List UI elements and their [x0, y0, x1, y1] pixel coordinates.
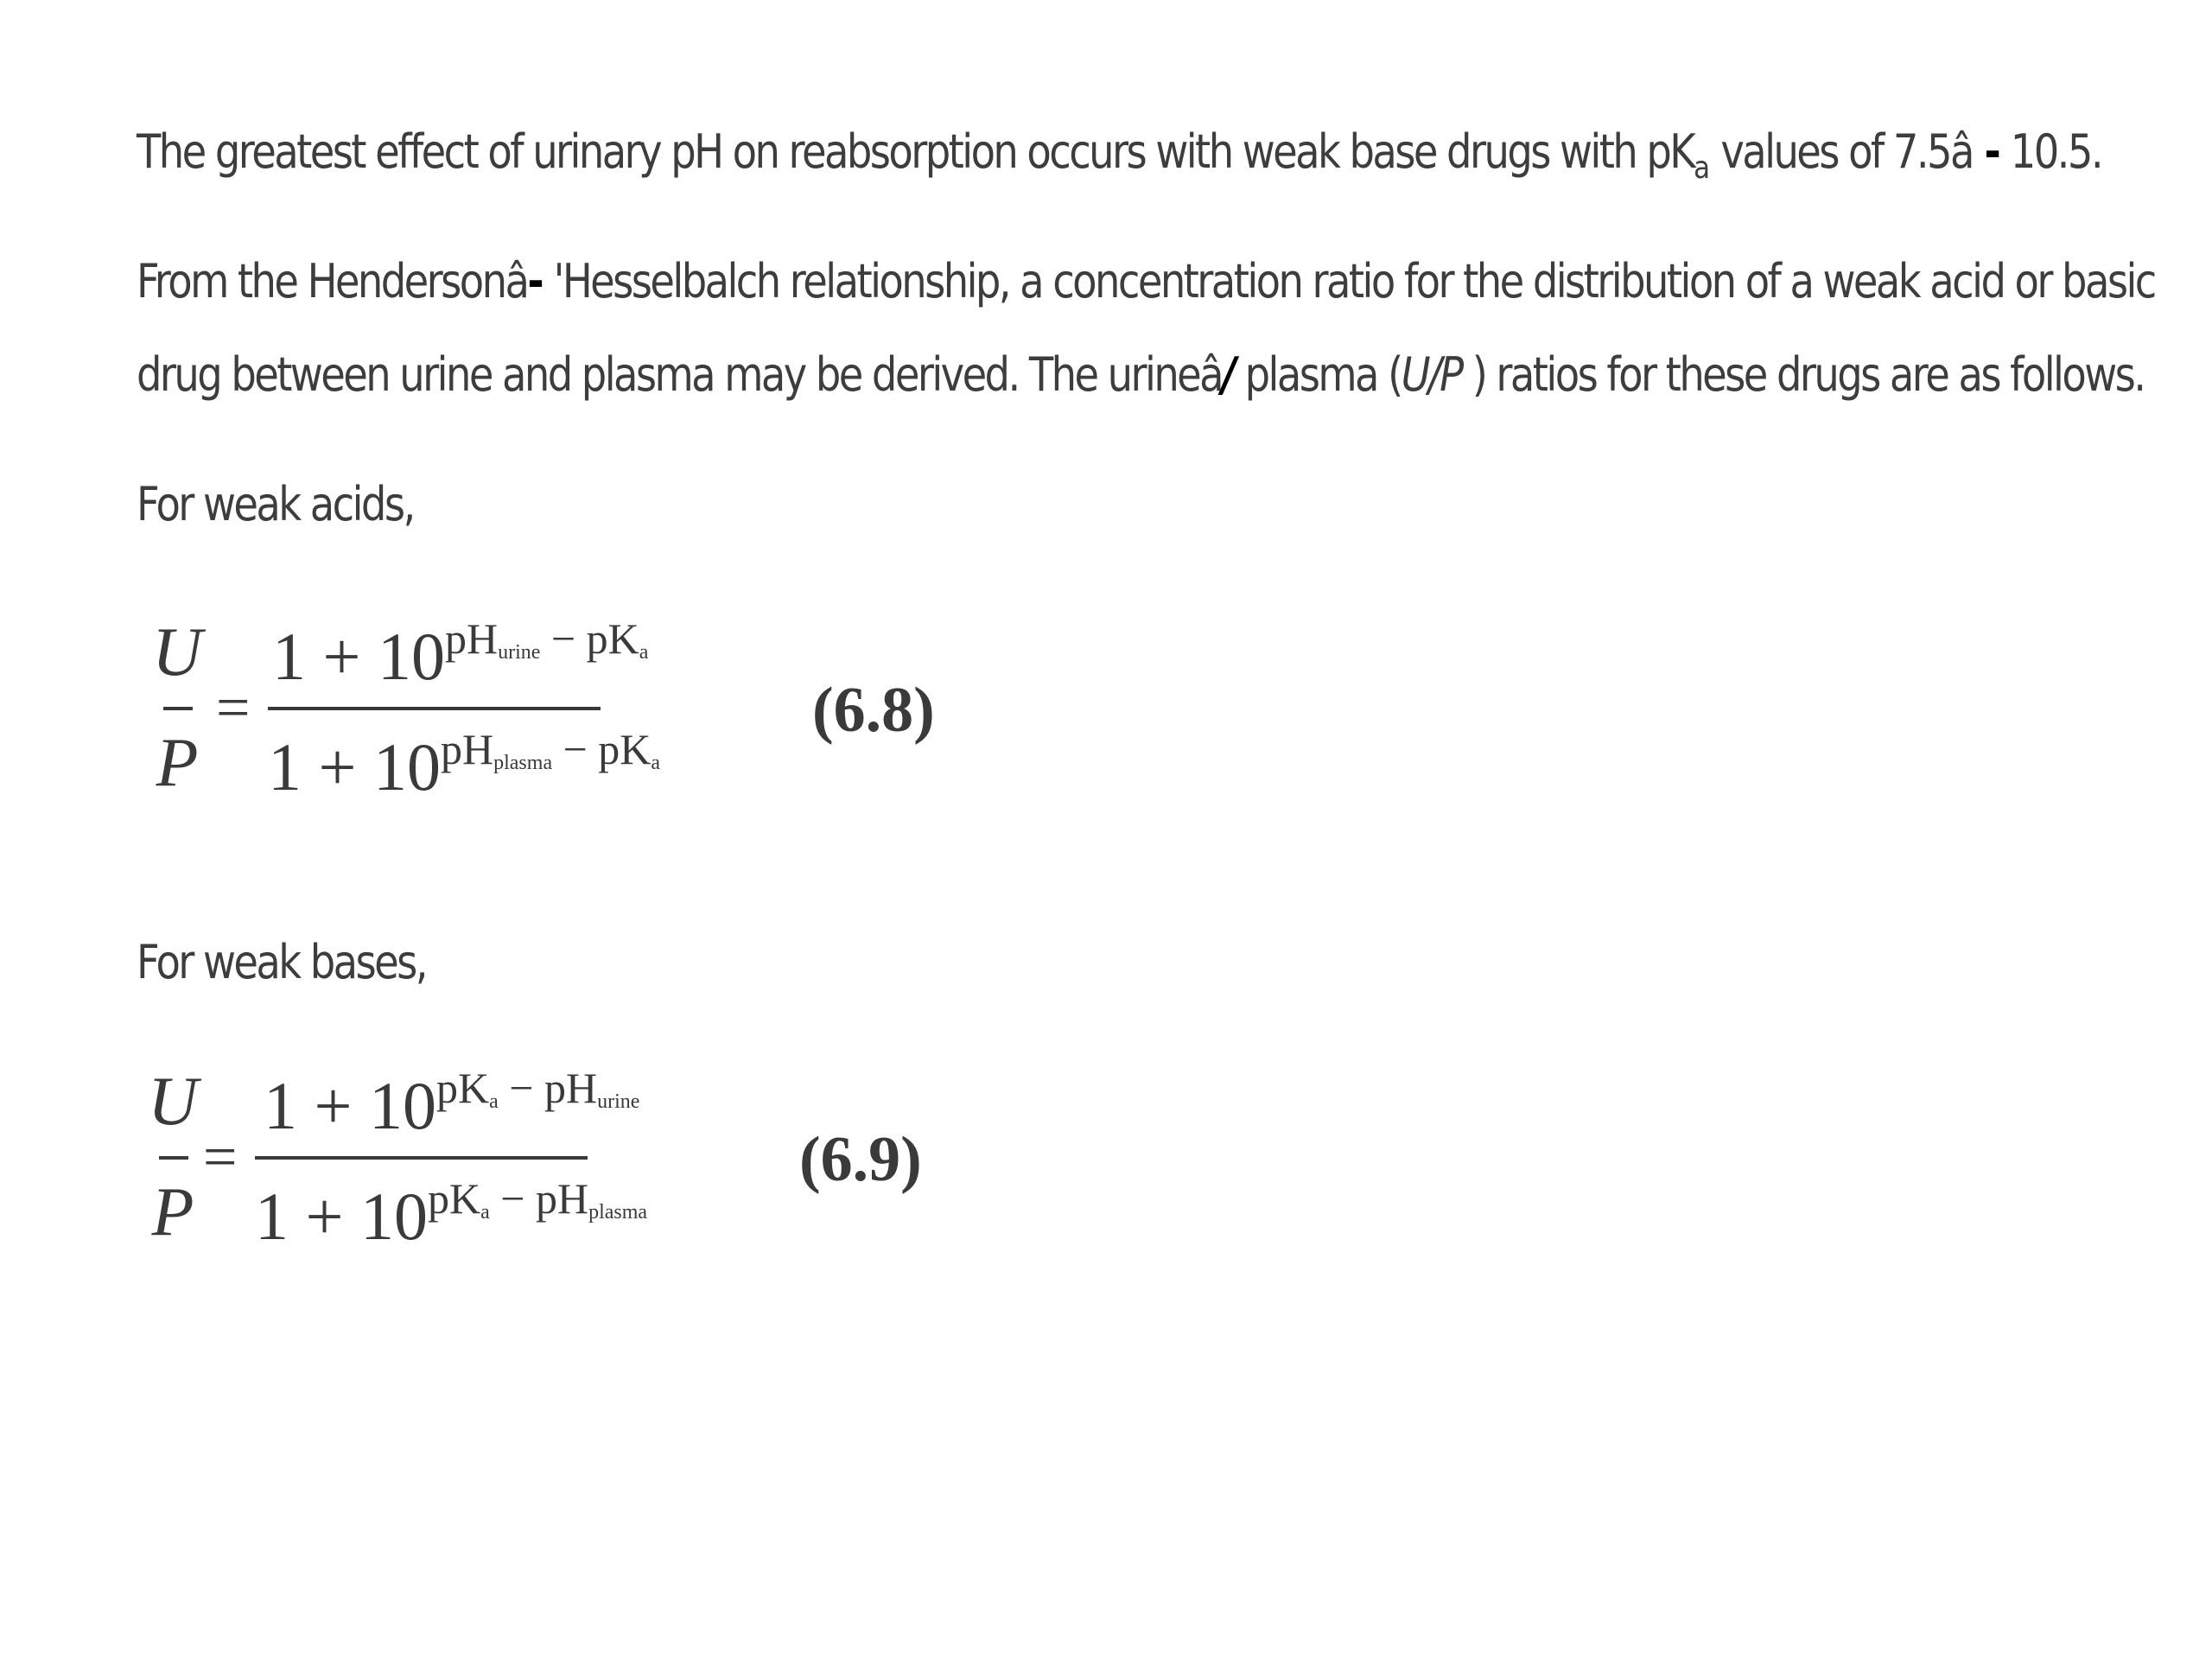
exp-sub: a [639, 641, 649, 664]
num-base: 1 + 10 [272, 619, 445, 694]
exp-sub: urine [498, 641, 541, 664]
dash-glyph: - [527, 254, 554, 308]
exp-part: pK [436, 1064, 490, 1112]
subscript: a [1694, 150, 1711, 186]
den-base: 1 + 10 [255, 1179, 428, 1254]
exp-part: pK [428, 1174, 481, 1223]
exp-sub: urine [597, 1090, 640, 1113]
equation-number: (6.9) [799, 1124, 922, 1195]
num-exponent [436, 1064, 639, 1112]
num-exponent [445, 614, 648, 663]
rhs-numerator [264, 1063, 639, 1145]
encoding-artifact: â [505, 254, 528, 308]
paragraph-henderson-line2 [137, 328, 2144, 422]
equation-number: (6.8) [812, 675, 935, 746]
exp-part: − pH [489, 1174, 589, 1223]
lhs-denominator: P [156, 725, 199, 801]
text-span: drug between urine and plasma may be derived. The urine [137, 347, 1200, 402]
text-span: From the Henderson [137, 254, 505, 308]
exp-sub: a [480, 1201, 490, 1224]
exp-part: − pK [540, 614, 639, 663]
slash-glyph: / [1222, 347, 1235, 402]
den-exponent [428, 1174, 647, 1223]
lhs-numerator: U [152, 614, 202, 690]
exp-part: − pK [552, 725, 652, 773]
rhs-denominator [255, 1173, 647, 1255]
text-span: The greatest effect of urinary pH on reabsorption occurs with weak base drugs with pK [137, 124, 1694, 179]
encoding-artifact: ' [553, 254, 563, 308]
text-span: ) ratios for these drugs are as follows. [1461, 347, 2145, 402]
weak-bases-heading: For weak bases, [137, 935, 426, 989]
exp-sub: a [489, 1090, 499, 1113]
equation-6-8 [147, 605, 935, 830]
lhs-fraction-bar [163, 707, 193, 710]
rhs-fraction-bar [268, 707, 601, 710]
exp-part: − pH [498, 1064, 598, 1112]
equation-6-9 [147, 1054, 925, 1279]
num-base: 1 + 10 [264, 1068, 436, 1143]
rhs-numerator [272, 613, 648, 696]
encoding-artifact: â [1199, 347, 1223, 402]
lhs-denominator: P [151, 1174, 194, 1250]
encoding-artifact: â [1949, 124, 1973, 179]
exp-part: pH [441, 725, 494, 773]
den-base: 1 + 10 [268, 729, 441, 804]
text-span: plasma ( [1234, 347, 1402, 402]
dash-glyph: - [1972, 124, 2011, 179]
exp-sub: plasma [588, 1201, 648, 1224]
den-exponent [441, 725, 660, 773]
equals-sign: = [203, 1124, 238, 1191]
paragraph-henderson-line1 [137, 235, 2155, 328]
italic-ratio: U/P [1401, 347, 1462, 402]
text-span: 10.5. [2010, 124, 2102, 179]
lhs-numerator: U [148, 1064, 198, 1140]
weak-acids-heading: For weak acids, [137, 477, 414, 531]
rhs-denominator [268, 724, 660, 806]
rhs-fraction-bar [255, 1156, 588, 1160]
paragraph-urinary-ph [137, 105, 2101, 215]
exp-sub: a [651, 752, 661, 774]
text-span: Hesselbalch relationship, a concentration ratio for the distribution of a weak acid or basic [562, 254, 2155, 308]
text-span: values of 7.5 [1710, 124, 1950, 179]
exp-sub: plasma [493, 752, 553, 774]
exp-part: pH [445, 614, 499, 663]
lhs-fraction-bar [159, 1156, 188, 1160]
equals-sign: = [216, 675, 251, 741]
